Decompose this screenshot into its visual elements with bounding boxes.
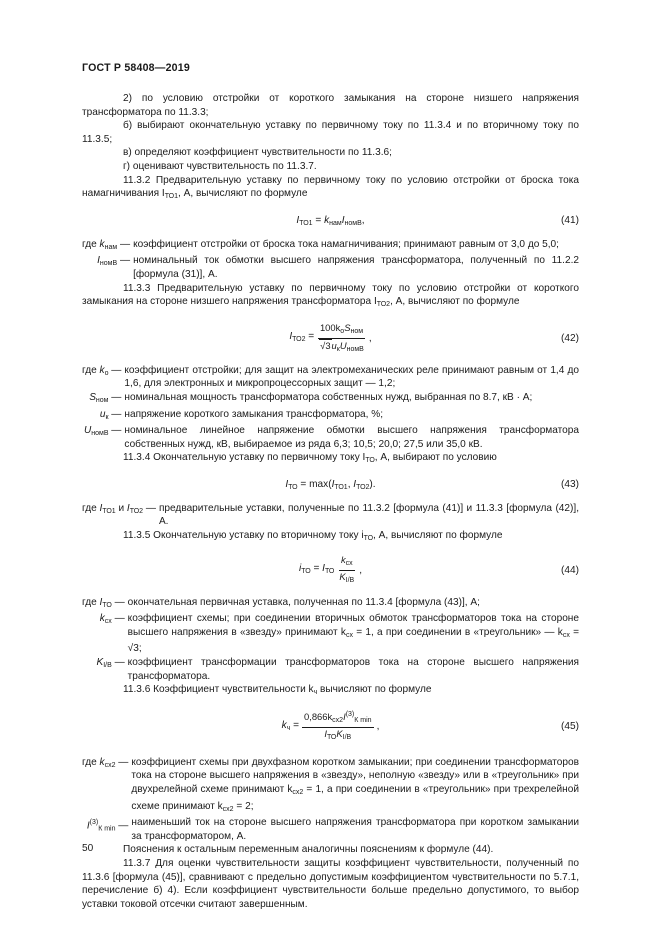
page-content xyxy=(82,92,579,911)
fraction: $\frac{k_{сх}}{K_{I/В}}$ xyxy=(339,554,355,585)
formula-number: (43) xyxy=(561,478,579,490)
def-text: напряжение короткого замыкания трансформатора, %; xyxy=(124,408,384,420)
def-term: где $I_{ТО1}$ и $I_{ТО2}$ — xyxy=(82,502,156,515)
def-text: коэффициент отстройки; для защит на электромеханических реле принимают равным от 1,4 до 1,6, для электронных и микропроцессорных защит — 1,2; xyxy=(124,364,579,390)
def-text: наименьший ток на стороне высшего напряжения трансформатора при коротком замыкании за трансформатором, А. xyxy=(131,817,579,842)
def-term: $I_{номВ}$ — xyxy=(97,255,131,268)
definitions-43 xyxy=(82,502,579,529)
formula-41-body: $I_{ТО1} = k_{нам}I_{номВ}$, xyxy=(296,214,365,227)
page-number: 50 xyxy=(82,843,94,854)
section-11-3-2: 11.3.2 Предварительную уставку по первичному току по условию отстройки от броска тока намагничивания $I_{ТО1}$, А, вычисляют по формуле xyxy=(82,174,579,201)
section-11-3-6: 11.3.6 Коэффициент чувствительности $k_ч$ вычисляют по формуле xyxy=(123,684,432,697)
formula-44-body: $i_{ТО} = I_{ТО}$ $\frac{k_{сх}}{K_{I/В}}$ , xyxy=(299,548,362,594)
def-text: коэффициент схемы; при соединении вторичных обмоток трансформаторов тока на стороне высшего напряжения в «звезду» принимают $k_{сх} = 1$, а при соединении в «треугольник» — $k_{сх} = √3$; xyxy=(127,613,580,655)
formula-number: (44) xyxy=(561,564,579,576)
def-term: $u_к$ — xyxy=(99,408,122,421)
formula-44 xyxy=(82,548,579,594)
def-term: $K_{I/В}$ — xyxy=(96,657,125,670)
explanation-paragraph: Пояснения к остальным переменным аналогичны пояснениям к формуле (44). xyxy=(123,844,494,856)
def-term: где $k_{нам}$ — xyxy=(82,238,131,251)
def-text: окончательная первичная уставка, полученная по 11.3.4 [формула (43)], А; xyxy=(127,596,480,608)
def-text: предварительные уставки, полученные по 11.3.2 [формула (41)] и 11.3.3 [формула (42)], А. xyxy=(158,502,579,528)
list-item: г) оценивают чувствительность по 11.3.7. xyxy=(123,160,317,172)
def-term: $I^{(3)}_{К min}$ — xyxy=(86,819,129,833)
formula-45 xyxy=(82,702,579,752)
section-11-3-5: 11.3.5 Окончательную уставку по вторичному току $i_{ТО}$, А, вычисляют по формуле xyxy=(123,530,503,543)
def-text: коэффициент трансформации трансформаторов тока на стороне высшего напряжения трансформатора. xyxy=(127,657,579,682)
def-term: $k_{сх}$ — xyxy=(99,613,125,626)
formula-number: (42) xyxy=(561,332,579,344)
def-term: где $k_o$ — xyxy=(82,364,122,377)
definitions-44 xyxy=(82,596,579,684)
section-11-3-7: 11.3.7 Для оценки чувствительности защиты коэффициент чувствительности, полученный по 11.3.6 [формула (45)], сравнивают с предельно допустимым коэффициентом чувствительности по 5.7.1, перечисление б) 4). Если коэффициент чувствительности больше предельно допустимого, то выбор уставки токовой отсечки считают завершенным. xyxy=(82,857,579,910)
formula-42 xyxy=(82,316,579,362)
formula-number: (41) xyxy=(561,214,579,226)
def-text: номинальная мощность трансформатора собственных нужд, выбранная по 8.7, кВ · А; xyxy=(124,391,533,403)
def-text: коэффициент схемы при двухфазном коротком замыкании; при соединении трансформаторов тока на стороне высшего напряжения в «звезду», неполную «звезду» или в «треугольник» при двухрелейной схеме принимают $k_{сх2} = 1$, а при соединении в «треугольник» при трехрелейной схеме принимают $k_{сх2} = 2$; xyxy=(131,756,580,813)
section-11-3-3: 11.3.3 Предварительную уставку по первичному току по условию отстройки от короткого замыкания на стороне низшего напряжения трансформатора $I_{ТО2}$, А, вычисляют по формуле xyxy=(82,282,579,309)
definitions-41 xyxy=(82,238,579,282)
formula-41 xyxy=(82,204,579,238)
formula-42-body: $I_{ТО2}$ = $\frac{100k_oS_{ном}}{√3u_кU_{номВ}}$ , xyxy=(289,316,371,362)
list-item: в) определяют коэффициент чувствительности по 11.3.6; xyxy=(123,147,392,159)
section-11-3-4: 11.3.4 Окончательную уставку по первичному току $I_{ТО}$, А, выбирают по условию xyxy=(123,452,497,465)
document-header: ГОСТ Р 58408—2019 xyxy=(82,62,190,74)
def-term: где $I_{ТО}$ — xyxy=(82,596,125,609)
def-term: где $k_{сх2}$ — xyxy=(82,756,129,769)
def-text: номинальный ток обмотки высшего напряжения трансформатора, полученный по 11.2.2 [формула (31)], А. xyxy=(133,255,579,280)
formula-43-body: $I_{ТО} = \max(I_{ТО1}$, $I_{ТО2}$). xyxy=(285,478,376,491)
fraction: $\frac{0,866k_{сх2}I^{(3)}_{К min}}{I_{ТО}K_{I/В}}$ xyxy=(304,711,372,742)
formula-45-body: $k_ч$ = $\frac{0,866k_{сх2}I^{(3)}_{К min}}{I_{ТО}K_{I/В}}$ , xyxy=(282,702,380,752)
definitions-45 xyxy=(82,756,579,844)
fraction: $\frac{100k_oS_{ном}}{√3u_кU_{номВ}}$ xyxy=(319,321,364,353)
formula-number: (45) xyxy=(561,721,579,733)
def-term: $U_{номВ}$ — xyxy=(83,425,122,438)
formula-43 xyxy=(82,468,579,502)
definitions-42 xyxy=(82,364,579,452)
list-item: б) выбирают окончательную уставку по первичному току по 11.3.4 и по вторичному току по 11.3.5; xyxy=(82,120,579,145)
def-text: номинальное линейное напряжение обмотки высшего напряжения трансформатора собственных нужд, кВ, выбираемое из ряда 6,3; 10,5; 20,0; 27,5 или 35,0 кВ. xyxy=(124,425,579,450)
def-term: $S_{ном}$ — xyxy=(89,391,122,404)
def-text: коэффициент отстройки от броска тока намагничивания; принимают равным от 3,0 до 5,0; xyxy=(133,238,559,250)
list-item: 2) по условию отстройки от короткого замыкания на стороне низшего напряжения трансформатора по 11.3.3; xyxy=(82,93,579,118)
